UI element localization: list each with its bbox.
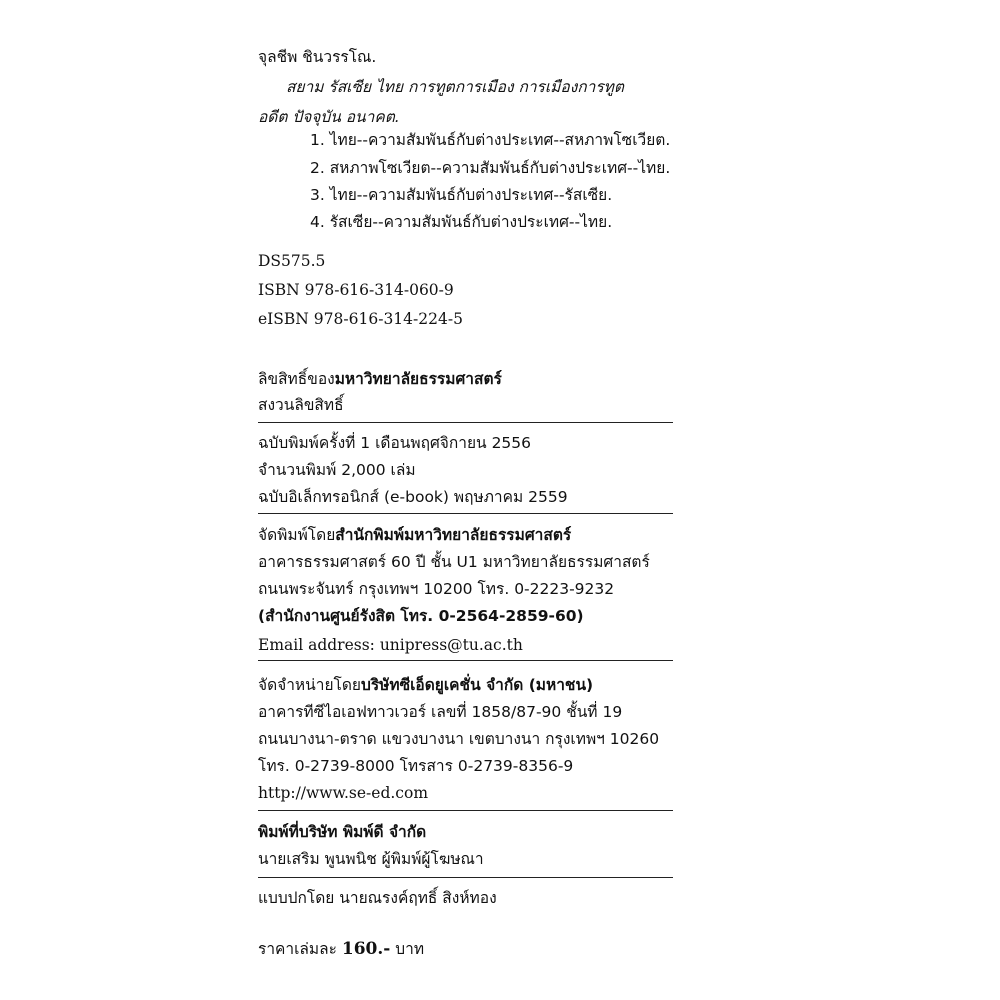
publisher-name: สำนักพิมพ์มหาวิทยาลัยธรรมศาสตร์ bbox=[335, 526, 572, 544]
subject-heading-3: 3. ไทย--ความสัมพันธ์กับต่างประเทศ--รัสเซีย. bbox=[310, 186, 613, 204]
distributor-address-2: ถนนบางนา-ตราด แขวงบางนา เขตบางนา กรุงเทพฯ 10260 bbox=[258, 730, 660, 748]
cover-designer: แบบปกโดย นายณรงค์ฤทธิ์ สิงห์ทอง bbox=[258, 889, 497, 907]
printer-name: พิมพ์ที่บริษัท พิมพ์ดี จำกัด bbox=[258, 823, 427, 841]
first-edition: ฉบับพิมพ์ครั้งที่ 1 เดือนพฤศจิกายน 2556 bbox=[258, 434, 532, 452]
isbn: ISBN 978-616-314-060-9 bbox=[258, 281, 454, 299]
divider bbox=[258, 660, 673, 661]
eisbn: eISBN 978-616-314-224-5 bbox=[258, 310, 463, 328]
publisher-email: Email address: unipress@tu.ac.th bbox=[258, 636, 523, 654]
catalog-author: จุลชีพ ชินวรรโณ. bbox=[258, 48, 377, 66]
publisher-heading bbox=[258, 524, 571, 546]
divider bbox=[258, 422, 673, 423]
catalog-title-line1: สยาม รัสเซีย ไทย การทูตการเมือง การเมืองการทูต bbox=[286, 78, 624, 96]
publisher-branch: (สำนักงานศูนย์รังสิต โทร. 0-2564-2859-60) bbox=[258, 607, 584, 625]
publisher-address-1: อาคารธรรมศาสตร์ 60 ปี ชั้น U1 มหาวิทยาลัยธรรมศาสตร์ bbox=[258, 553, 650, 571]
copyright-prefix: ลิขสิทธิ์ของ bbox=[258, 370, 335, 388]
publisher-prefix: จัดพิมพ์โดย bbox=[258, 526, 336, 544]
printer-publisher: นายเสริม พูนพนิช ผู้พิมพ์ผู้โฆษณา bbox=[258, 850, 484, 868]
copyright-owner bbox=[258, 368, 502, 390]
subject-heading-2: 2. สหภาพโซเวียต--ความสัมพันธ์กับต่างประเทศ--ไทย. bbox=[310, 159, 671, 177]
print-run: จำนวนพิมพ์ 2,000 เล่ม bbox=[258, 461, 416, 479]
ebook-edition: ฉบับอิเล็กทรอนิกส์ (e-book) พฤษภาคม 2559 bbox=[258, 488, 568, 506]
distributor-website: http://www.se-ed.com bbox=[258, 784, 429, 802]
copyright-page bbox=[258, 0, 673, 1000]
distributor-phone: โทร. 0-2739-8000 โทรสาร 0-2739-8356-9 bbox=[258, 757, 574, 775]
price bbox=[258, 938, 424, 960]
all-rights-reserved: สงวนลิขสิทธิ์ bbox=[258, 396, 344, 414]
distributor-heading bbox=[258, 674, 593, 696]
divider bbox=[258, 513, 673, 514]
price-currency: บาท bbox=[395, 940, 425, 958]
price-amount: 160.- bbox=[341, 939, 391, 959]
subject-heading-1: 1. ไทย--ความสัมพันธ์กับต่างประเทศ--สหภาพโซเวียต. bbox=[310, 131, 671, 149]
price-label: ราคาเล่มละ bbox=[258, 940, 337, 958]
publisher-address-2: ถนนพระจันทร์ กรุงเทพฯ 10200 โทร. 0-2223-9232 bbox=[258, 580, 615, 598]
divider bbox=[258, 877, 673, 878]
copyright-owner-name: มหาวิทยาลัยธรรมศาสตร์ bbox=[334, 370, 502, 388]
subject-heading-4: 4. รัสเซีย--ความสัมพันธ์กับต่างประเทศ--ไทย. bbox=[310, 213, 613, 231]
divider bbox=[258, 810, 673, 811]
distributor-address-1: อาคารทีซีไอเอฟทาวเวอร์ เลขที่ 1858/87-90 ชั้นที่ 19 bbox=[258, 703, 623, 721]
distributor-prefix: จัดจำหน่ายโดย bbox=[258, 676, 362, 694]
call-number: DS575.5 bbox=[258, 252, 326, 270]
distributor-name: บริษัทซีเอ็ดยูเคชั่น จำกัด (มหาชน) bbox=[361, 676, 594, 694]
catalog-title-line2: อดีต ปัจจุบัน อนาคต. bbox=[258, 108, 400, 126]
